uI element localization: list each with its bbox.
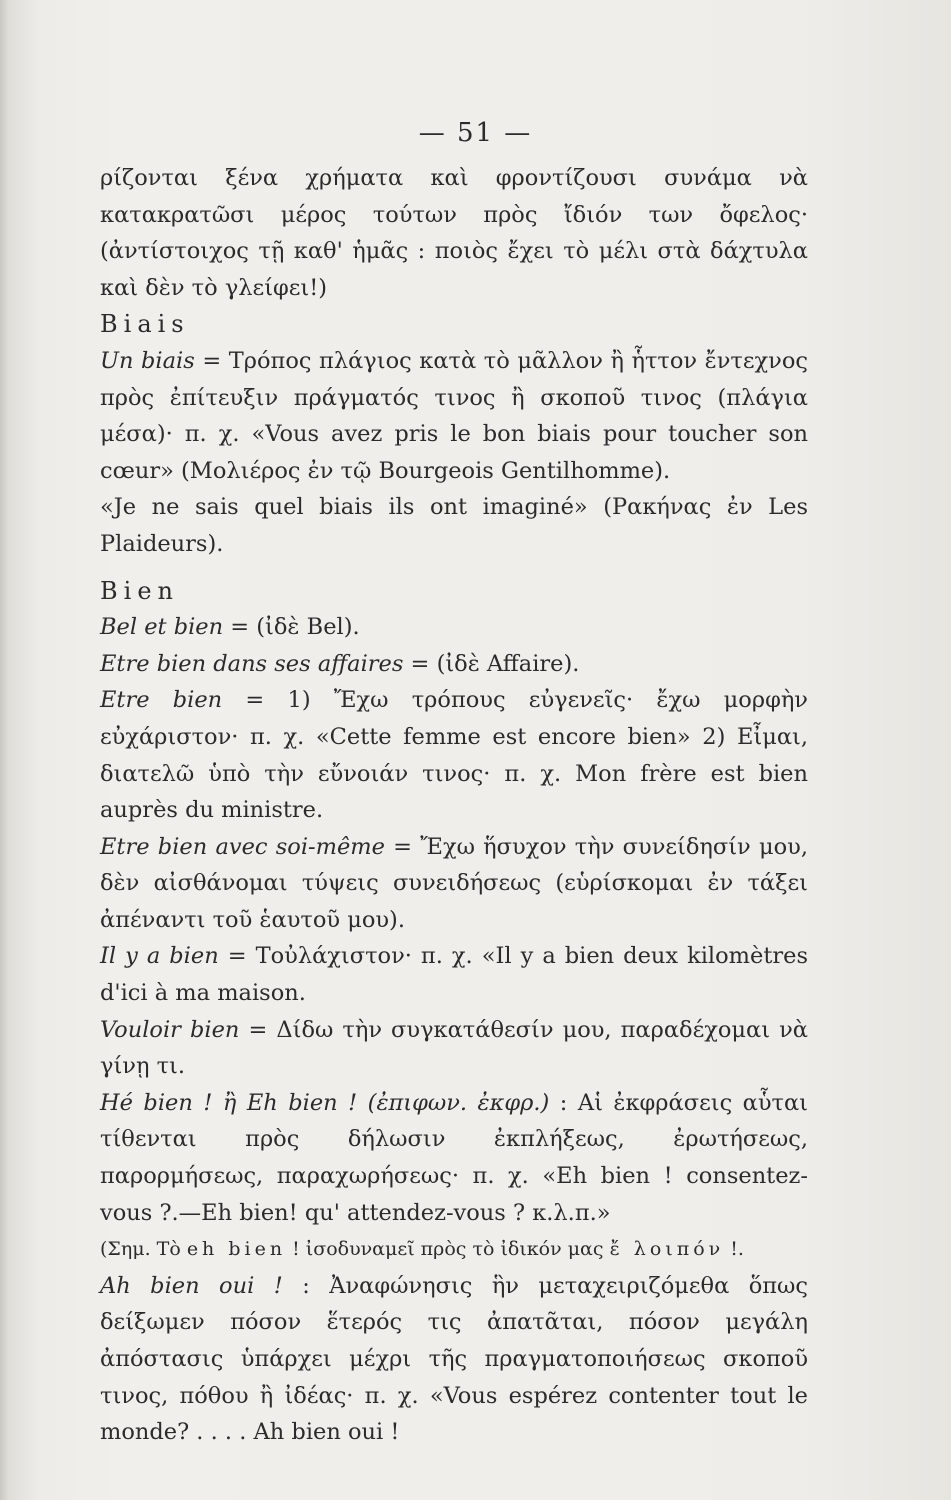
page-number: — 51 — xyxy=(418,118,533,148)
entry-definition: = Τρόπος πλάγιος κατὰ τὸ μᾶλλον ἢ ἧττον ἔντεχνος πρὸς ἐπίτευξιν πράγματός τινος ἢ σκοποῦ τινος (πλάγια μέσα)· π. χ. «Vous avez pris le bon biais pour toucher son cœur» (Μολιέρος ἐν τῷ Bourgeois Gentilhomme). xyxy=(100,347,808,484)
entry-term: Vouloir bien xyxy=(100,1016,240,1043)
note-spaced-greek: ἔ λοιπόν xyxy=(609,1238,725,1261)
entry-etre-bien-avec-soi xyxy=(100,829,808,939)
entry-eh-bien xyxy=(100,1085,808,1231)
page-edge xyxy=(0,0,10,1500)
entry-il-y-a-bien xyxy=(100,938,808,1011)
entry-biais-example: «Je ne sais quel biais ils ont imaginé» (Ρακήνας ἐν Les Plaideurs). xyxy=(100,494,808,557)
entry-definition: = (ἰδὲ Bel). xyxy=(223,614,360,641)
entry-ah-bien-oui xyxy=(100,1268,808,1451)
entry-etre-bien xyxy=(100,682,808,828)
note-prefix: (Σημ. Τὸ xyxy=(100,1238,187,1261)
entry-term: Etre bien xyxy=(100,687,223,714)
entry-term: Il y a bien xyxy=(100,943,219,970)
entry-definition: : Αἱ ἐκφράσεις αὗται τίθενται πρὸς δήλωσιν ἐκπλήξεως, ἐρωτήσεως, παρορμήσεως, παραχωρήσεως· π. χ. «Eh bien ! consentez-vous ?.—Eh bien! qu' attendez-vous ? κ.λ.π.» xyxy=(100,1089,808,1226)
entry-term: Hé bien ! ἢ Eh bien ! (ἐπιφων. ἐκφρ.) xyxy=(100,1089,550,1116)
section-heading-bien: Bien xyxy=(100,576,179,605)
note-end: !. xyxy=(724,1238,744,1261)
intro-paragraph: ρίζονται ξένα χρήματα καὶ φροντίζουσι συνάμα νὰ κατακρατῶσι μέρος τούτων πρὸς ἴδιόν των ὄφελος· (ἀντίστοιχος τῇ καθ' ἡμᾶς : ποιὸς ἔχει τὸ μέλι στὰ δάχτυλα καὶ δὲν τὸ γλείφει!) xyxy=(100,165,808,301)
entry-definition: = Ἔχω ἥσυχον τὴν συνείδησίν μου, δὲν αἰσθάνομαι τύψεις συνειδήσεως (εὑρίσκομαι ἐν τάξει ἀπέναντι τοῦ ἑαυτοῦ μου). xyxy=(100,833,808,933)
entry-term: Etre bien dans ses affaires xyxy=(100,650,404,677)
entry-un-biais xyxy=(100,343,808,489)
entry-term: Etre bien avec soi-même xyxy=(100,833,385,860)
section-heading-biais: Biais xyxy=(100,310,190,339)
entry-definition: = Δίδω τὴν συγκατάθεσίν μου, παραδέχομαι νὰ γίνῃ τι. xyxy=(100,1016,808,1080)
entry-term: Ah bien oui ! xyxy=(100,1272,283,1299)
note-line xyxy=(100,1231,808,1268)
note-spaced-term: eh bien xyxy=(186,1238,287,1261)
entry-term: Un biais xyxy=(100,347,195,374)
page-text xyxy=(100,160,808,1451)
entry-definition: = Τοὐλάχιστον· π. χ. «Il y a bien deux kilomètres d'ici à ma maison. xyxy=(100,943,808,1007)
entry-bel-et-bien xyxy=(100,609,808,646)
entry-definition: = (ἰδὲ Affaire). xyxy=(403,650,580,677)
note-middle: ! ἰσοδυναμεῖ πρὸς τὸ ἰδικόν μας xyxy=(286,1238,610,1261)
entry-definition: : Ἀναφώνησις ἣν μεταχειριζόμεθα ὅπως δείξωμεν πόσον ἕτερός τις ἀπατᾶται, πόσον μεγάλη ἀπόστασις ὑπάρχει μέχρι τῆς πραγματοποιήσεως σκοποῦ τινος, πόθου ἢ ἰδέας· π. χ. «Vous espérez contenter tout le monde? . . . . Ah bien oui ! xyxy=(100,1272,808,1446)
entry-definition: = 1) Ἔχω τρόπους εὐγενεῖς· ἔχω μορφὴν εὐχάριστον· π. χ. «Cette femme est encore bien» 2) Εἶμαι, διατελῶ ὑπὸ τὴν εὔνοιάν τινος· π. χ. Mon frère est bien auprès du ministre. xyxy=(100,687,808,824)
entry-term: Bel et bien xyxy=(100,614,224,641)
entry-etre-bien-affaires xyxy=(100,646,808,683)
entry-vouloir-bien xyxy=(100,1012,808,1085)
